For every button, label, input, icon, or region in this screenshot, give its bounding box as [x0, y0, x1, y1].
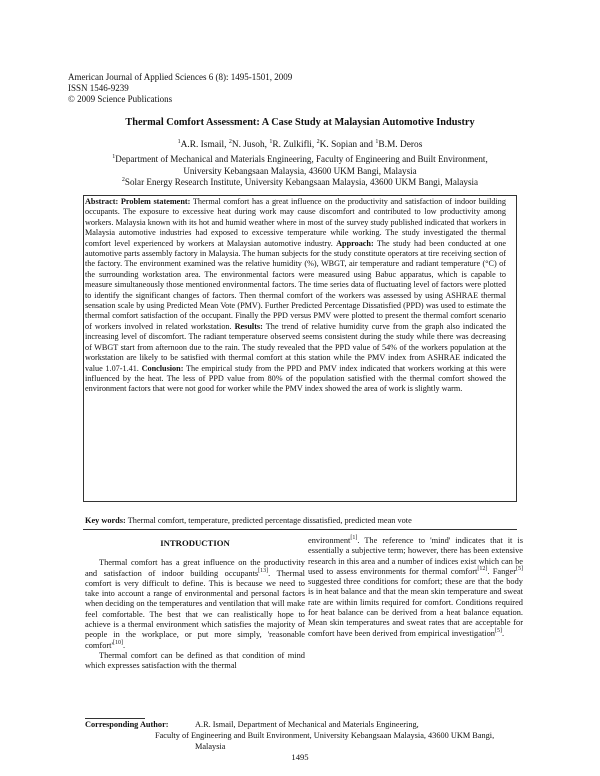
- author-name: A.R. Ismail,: [180, 140, 227, 150]
- author-name: B.M. Deros: [378, 140, 423, 150]
- journal-issn: ISSN 1546-9239: [68, 82, 129, 93]
- paragraph-text: .: [123, 640, 126, 650]
- affiliation-sup: 1: [112, 153, 116, 160]
- affiliation-sup: 2: [121, 177, 125, 184]
- corresponding-label: Corresponding Author:: [85, 720, 169, 729]
- keywords-label: Key words:: [85, 516, 126, 525]
- paragraph: [308, 536, 523, 639]
- paragraph-text: .: [501, 628, 505, 638]
- paper-title: Thermal Comfort Assessment: A Case Study at Malaysian Automotive Industry: [125, 117, 475, 128]
- abstract-text: The trend of relative humidity curve from the graph also indicated the increasing level of discomfort. The radiant temperature observed seems consistent during the study while there was decreasing of WBGT start from afternoon due to the rain. The study revealed that the PPD value of 54% of the workers population at the workstation are likely to be satisfied with thermal comfort at this station while the PMV index from ASHRAE indicated the value 1.07-1.41.: [85, 321, 506, 373]
- abstract-text: The study had been conducted at one automotive parts assembly factory in Malaysia. The human subjects for the study constitute operators at tire receiving section of the factory. The environment examined was the relative humidity (%), WBGT, air temperature and radiant temperature (°C) of the surrounding workstation area. The environmental factors were measured using Babuc apparatus, which is capable to measure simultaneously those mentioned environmental factors. The time series data of fluctuating level of factors were plotted to identify the significant changes of factors. Then thermal comfort of the workers was assessed by using ASHRAE thermal sensation scale by using Predicted Mean Vote (PMV). Further Predicted Percentage Dissatisfied (PPD) was used to estimate the thermal comfort satisfaction of the occupant. Finally the PPD versus PMV were plotted to present the thermal comfort scenario of workers involved in related workstation.: [85, 238, 506, 331]
- abstract-text: Thermal comfort has a great influence on the productivity and satisfaction of indoor building occupants. The exposure to excessive heat during work may cause discomfort and contributed to low productivity among workers. Malaysia known with its hot and humid weather where in most of the survey study published indicated that workers in Malaysia automotive industries had exposed to excessive temperature while working. The study investigated the thermal comfort level experienced by workers at Malaysian automotive industry.: [85, 197, 506, 248]
- journal-header: [68, 72, 292, 104]
- section-heading: INTRODUCTION: [160, 538, 230, 548]
- paragraph: [85, 558, 305, 651]
- journal-copyright: © 2009 Science Publications: [68, 93, 173, 104]
- author-name: K. Sopian and: [319, 140, 373, 150]
- author-list: [60, 140, 540, 150]
- paragraph-text: . Thermal comfort is very difficult to define. This is because we need to take into account a range of environmental and personal factors when deciding on the temperatures and ventilation that will make feel comfortable. The best that we can realistically hope to achieve is a thermal environment which satisfies the majority of people in the workplace, or put more simply, 'reasonable comfort': [85, 568, 306, 650]
- author-sup: 2: [316, 138, 320, 145]
- paragraph-text: suggested three conditions for comfort; these are that the body is in heat balance and that the mean skin temperature and sweat rate are within limits required for comfort. Conditions required for heat balance can be derived from a heat balance equation. Mean skin temperatures and sweat rates that are acceptable for comfort have been derived from empirical investigation: [308, 577, 523, 638]
- right-column: [308, 536, 523, 639]
- citation-ref: [12]: [477, 566, 488, 573]
- journal-citation: American Journal of Applied Sciences 6 (8): 1495-1501, 2009: [68, 72, 293, 82]
- affiliation-1-line-2: University Kebangsaan Malaysia, 43600 UKM Bangi, Malaysia: [183, 165, 417, 176]
- abstract-section-label: Results:: [234, 321, 263, 331]
- page-number: 1495: [291, 752, 309, 762]
- abstract-section-label: Conclusion:: [141, 363, 184, 373]
- keywords: [85, 516, 509, 525]
- author-name: N. Jusoh,: [231, 140, 267, 150]
- paragraph-text: environment: [308, 536, 351, 545]
- citation-ref: [5]: [494, 627, 502, 634]
- abstract-section-label: Approach:: [336, 238, 374, 248]
- paragraph-text: . The reference to 'mind' indicates that it is essentially a subjective term; however, there has been extensive research in this area and a number of indices exist which can be used to assess environments for thermal comfort: [308, 536, 523, 576]
- citation-ref: [13]: [258, 567, 269, 574]
- abstract-label: Abstract:: [85, 197, 121, 206]
- author-sup: 1: [177, 138, 181, 145]
- paragraph-text: . Fanger: [487, 566, 516, 576]
- corresponding-line: A.R. Ismail, Department of Mechanical and Materials Engineering,: [195, 720, 419, 729]
- affiliation-2: [70, 177, 530, 189]
- paragraph-text: Thermal comfort has a great influence on the productivity and satisfaction of indoor building occupants: [85, 558, 305, 578]
- abstract: [85, 197, 506, 395]
- keywords-text: Thermal comfort, temperature, predicted percentage dissatisfied, predicted mean vote: [125, 516, 412, 525]
- paragraph: Thermal comfort can be defined as that condition of mind which expresses satisfaction with the thermal: [85, 650, 305, 671]
- corresponding-details: [155, 719, 495, 752]
- abstract-section-label: Problem statement:: [120, 197, 191, 206]
- author-name: R. Zulkifli,: [272, 140, 315, 150]
- citation-ref: [5]: [516, 566, 523, 573]
- citation-ref: [1]: [350, 535, 358, 542]
- author-sup: 2: [228, 138, 232, 145]
- affiliation-1-line-1: [70, 154, 530, 166]
- affiliation-text: Department of Mechanical and Materials Engineering, Faculty of Engineering and Built Environment,: [115, 154, 488, 164]
- left-column: [85, 538, 305, 672]
- keywords-divider: [83, 529, 517, 530]
- citation-ref: [10]: [113, 639, 124, 646]
- author-sup: 1: [375, 138, 379, 145]
- affiliations: [70, 154, 530, 189]
- corresponding-line: Faculty of Engineering and Built Environment, University Kebangsaan Malaysia, 43600 UKM Bangi,: [155, 731, 495, 740]
- affiliation-text: Solar Energy Research Institute, University Kebangsaan Malaysia, 43600 UKM Bangi, Malaysia: [124, 177, 479, 188]
- abstract-text: The empirical study from the PPD and PMV index indicated that workers working at this were influenced by the heat. The less of PPD value from 80% of the population satisfied with the thermal comfort showed the environment factors that were not good for worker while the PMV index showed the area of work is slightly warm.: [85, 363, 506, 394]
- author-sup: 1: [269, 138, 273, 145]
- corresponding-line: Malaysia: [195, 742, 226, 751]
